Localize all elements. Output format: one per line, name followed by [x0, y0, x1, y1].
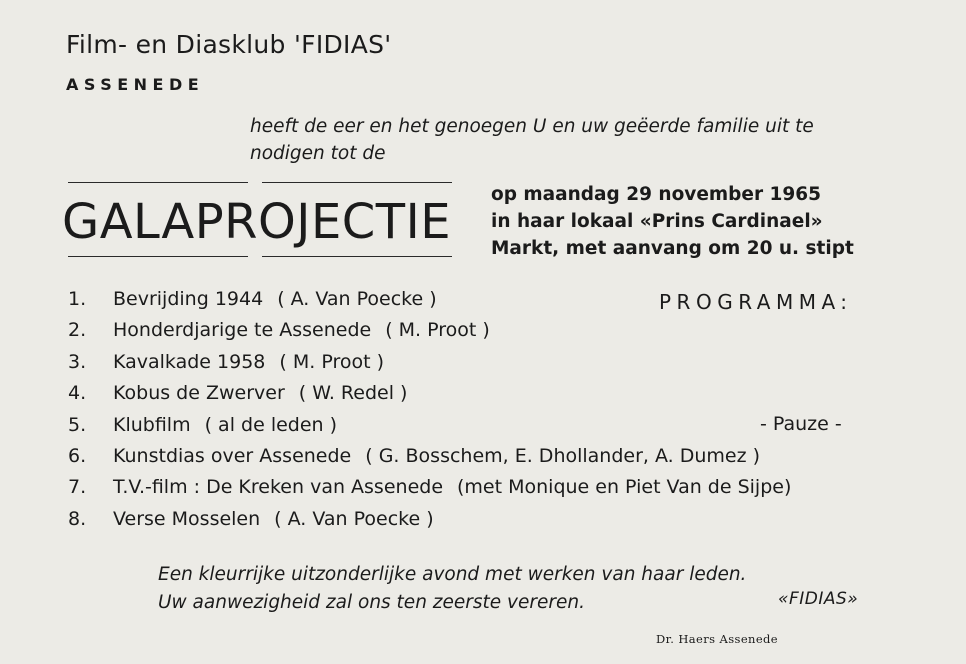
program-item-number: 1. [68, 288, 87, 310]
program-item-number: 5. [68, 413, 87, 436]
program-item [68, 382, 791, 413]
program-item-author: ( M. Proot ) [279, 350, 384, 373]
title-rule-bottom-left [68, 256, 248, 257]
title-rule-bottom-right [262, 256, 452, 257]
program-item-author: ( G. Bosschem, E. Dhollander, A. Dumez ) [365, 444, 761, 467]
program-item [68, 319, 791, 350]
program-item-number: 7. [68, 476, 87, 499]
title-rule-top-right [262, 182, 452, 183]
program-pause: - Pauze - [760, 413, 842, 435]
event-venue: in haar lokaal «Prins Cardinael» [491, 211, 823, 232]
program-item-author: ( W. Redel ) [298, 382, 408, 405]
program-item-author: (met Monique en Piet Van de Sijpe) [457, 476, 792, 499]
closing-line-1: Een kleurrijke uitzonderlijke avond met werken van haar leden. [158, 564, 747, 585]
program-item-title: Verse Mosselen [113, 507, 261, 530]
program-item [68, 351, 791, 382]
invitation-line-2: nodigen tot de [250, 143, 386, 164]
program-item-number: 2. [68, 319, 87, 342]
program-item-title: Kunstdias over Assenede [113, 444, 352, 467]
club-town: ASSENEDE [66, 75, 205, 94]
invitation-text [250, 113, 814, 167]
program-item-number: 3. [68, 350, 87, 373]
event-date: op maandag 29 november 1965 [491, 184, 822, 205]
title-rule-top-left [68, 182, 248, 183]
program-item [68, 414, 791, 445]
program-item-title: Kobus de Zwerver [113, 382, 285, 405]
invitation-line-1: heeft de eer en het genoegen U en uw geëerde familie uit te [250, 116, 814, 137]
event-details [491, 181, 854, 262]
program-item-title: Kavalkade 1958 [113, 350, 266, 373]
closing-line-2: Uw aanwezigheid zal ons ten zeerste vereren. [158, 592, 585, 613]
program-list [68, 288, 791, 539]
closing-text [158, 561, 746, 617]
program-item-author: ( al de leden ) [204, 413, 338, 436]
program-item-author: ( A. Van Poecke ) [274, 507, 434, 530]
program-item-author: ( A. Van Poecke ) [277, 288, 437, 310]
program-item-title: Honderdjarige te Assenede [113, 319, 372, 342]
printer-imprint: Dr. Haers Assenede [656, 632, 779, 646]
club-name: Film- en Diasklub 'FIDIAS' [66, 30, 392, 59]
club-signature: «FIDIAS» [778, 589, 859, 609]
program-item [68, 288, 791, 319]
program-item-number: 6. [68, 444, 87, 467]
program-item [68, 476, 791, 507]
program-item-number: 8. [68, 507, 87, 530]
program-item-title: Bevrijding 1944 [113, 288, 264, 310]
program-item-title: T.V.-film : De Kreken van Assenede [113, 476, 444, 499]
program-item [68, 508, 791, 539]
program-item-author: ( M. Proot ) [385, 319, 490, 342]
program-item [68, 445, 791, 476]
event-time: Markt, met aanvang om 20 u. stipt [491, 238, 854, 259]
program-item-title: Klubfilm [113, 413, 191, 436]
program-item-number: 4. [68, 382, 87, 405]
event-title: GALAPROJECTIE [62, 194, 452, 250]
program-heading: PROGRAMMA: [659, 290, 853, 314]
